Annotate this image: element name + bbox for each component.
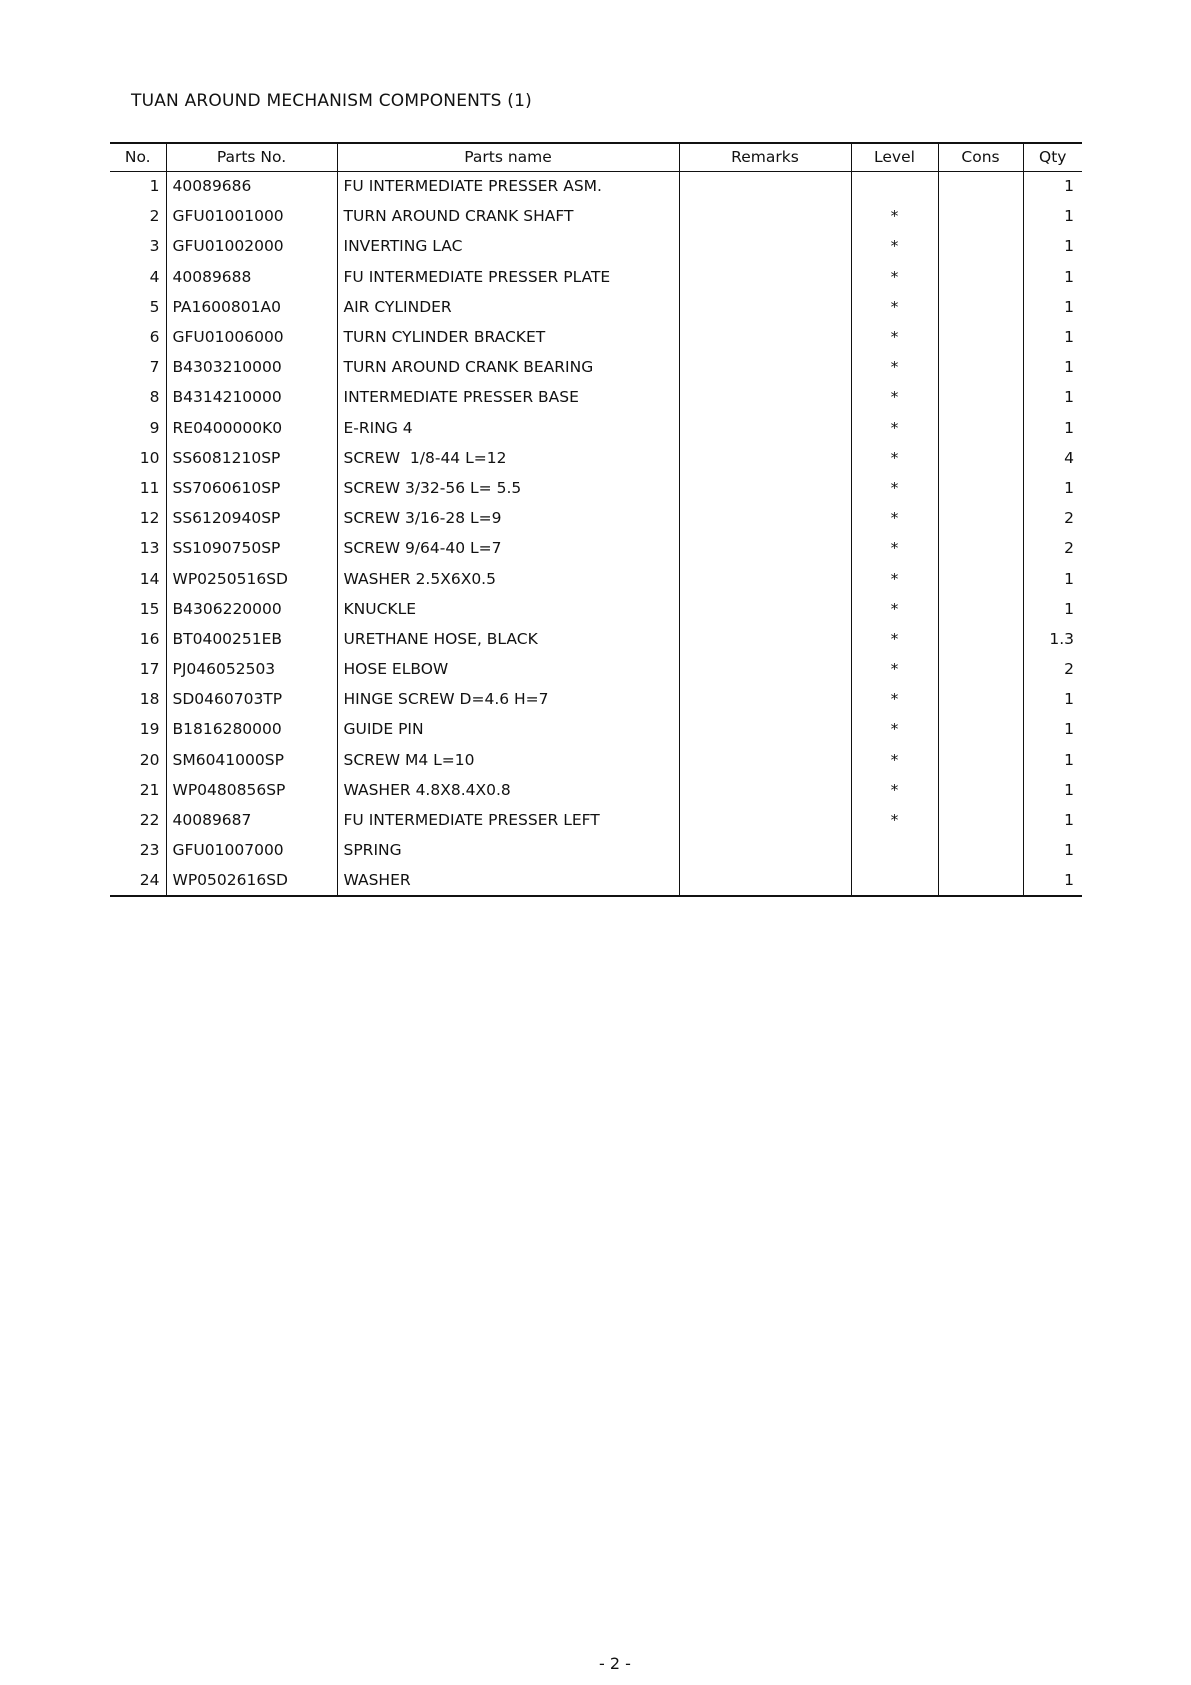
cell-qty: 1 <box>1023 473 1082 503</box>
cell-parts-no: 40089688 <box>166 262 337 292</box>
cell-parts-name: HINGE SCREW D=4.6 H=7 <box>337 684 679 714</box>
cell-parts-no: SD0460703TP <box>166 684 337 714</box>
cell-level: * <box>851 805 938 835</box>
cell-parts-no: WP0480856SP <box>166 775 337 805</box>
cell-parts-no: BT0400251EB <box>166 624 337 654</box>
cell-qty: 1 <box>1023 352 1082 382</box>
cell-parts-no: B1816280000 <box>166 714 337 744</box>
cell-qty: 2 <box>1023 533 1082 563</box>
table-row <box>110 231 1082 261</box>
table-row <box>110 443 1082 473</box>
cell-cons <box>938 201 1023 231</box>
table-row <box>110 805 1082 835</box>
table-row <box>110 594 1082 624</box>
cell-no: 1 <box>149 177 160 196</box>
cell-parts-no: SS6120940SP <box>166 503 337 533</box>
cell-remarks <box>679 594 851 624</box>
table-row <box>110 473 1082 503</box>
cell-remarks <box>679 654 851 684</box>
table-row <box>110 533 1082 563</box>
cell-level: * <box>851 322 938 352</box>
cell-level: * <box>851 473 938 503</box>
cell-no: 20 <box>139 750 160 769</box>
column-header-qty: Qty <box>1023 143 1082 171</box>
cell-no: 15 <box>139 599 160 618</box>
cell-parts-no: B4306220000 <box>166 594 337 624</box>
cell-level: * <box>851 745 938 775</box>
cell-no: 18 <box>139 690 160 709</box>
cell-no: 6 <box>149 328 160 347</box>
cell-level <box>851 865 938 895</box>
table-row <box>110 865 1082 895</box>
cell-no: 24 <box>110 865 166 895</box>
cell-no: 16 <box>139 629 160 648</box>
cell-no: 2 <box>149 207 160 226</box>
table-row <box>110 563 1082 593</box>
cell-parts-name: WASHER 4.8X8.4X0.8 <box>337 775 679 805</box>
cell-cons <box>938 624 1023 654</box>
cell-parts-no: 40089687 <box>166 805 337 835</box>
cell-cons <box>938 443 1023 473</box>
cell-remarks <box>679 563 851 593</box>
cell-cons <box>938 745 1023 775</box>
cell-parts-name: INTERMEDIATE PRESSER BASE <box>337 382 679 412</box>
cell-remarks <box>679 775 851 805</box>
cell-parts-no: 40089686 <box>166 171 337 201</box>
cell-level: * <box>851 292 938 322</box>
cell-remarks <box>679 322 851 352</box>
cell-remarks <box>679 201 851 231</box>
cell-parts-no: GFU01002000 <box>166 231 337 261</box>
cell-cons <box>938 292 1023 322</box>
cell-cons <box>938 684 1023 714</box>
cell-parts-no: GFU01001000 <box>166 201 337 231</box>
cell-parts-no: RE0400000K0 <box>166 413 337 443</box>
cell-remarks <box>679 413 851 443</box>
cell-remarks <box>679 745 851 775</box>
cell-no: 3 <box>149 237 160 256</box>
cell-parts-no: PJ046052503 <box>166 654 337 684</box>
cell-cons <box>938 352 1023 382</box>
cell-qty: 2 <box>1023 654 1082 684</box>
cell-no: 23 <box>139 841 160 860</box>
cell-cons <box>938 382 1023 412</box>
cell-qty: 1 <box>1023 231 1082 261</box>
cell-parts-name: TURN AROUND CRANK SHAFT <box>337 201 679 231</box>
cell-parts-name: TURN AROUND CRANK BEARING <box>337 352 679 382</box>
cell-level: * <box>851 714 938 744</box>
cell-parts-name: URETHANE HOSE, BLACK <box>337 624 679 654</box>
cell-level <box>851 835 938 865</box>
column-header-remarks: Remarks <box>679 143 851 171</box>
cell-level: * <box>851 201 938 231</box>
cell-parts-no: GFU01007000 <box>166 835 337 865</box>
cell-parts-name: SCREW 9/64-40 L=7 <box>337 533 679 563</box>
cell-parts-no: WP0250516SD <box>166 563 337 593</box>
cell-qty: 1 <box>1023 171 1082 201</box>
cell-remarks <box>679 865 851 895</box>
cell-no: 10 <box>139 448 160 467</box>
cell-level: * <box>851 624 938 654</box>
column-header-parts-no: Parts No. <box>166 143 337 171</box>
cell-level: * <box>851 231 938 261</box>
cell-parts-no: SS6081210SP <box>166 443 337 473</box>
cell-qty: 1 <box>1023 684 1082 714</box>
cell-remarks <box>679 533 851 563</box>
cell-no: 21 <box>139 780 160 799</box>
cell-qty: 1 <box>1023 201 1082 231</box>
document-title: TUAN AROUND MECHANISM COMPONENTS (1) <box>131 91 532 111</box>
cell-parts-name: GUIDE PIN <box>337 714 679 744</box>
column-header-parts-name: Parts name <box>337 143 679 171</box>
cell-qty: 2 <box>1023 503 1082 533</box>
cell-no: 17 <box>139 660 160 679</box>
table-row <box>110 624 1082 654</box>
cell-parts-no: WP0502616SD <box>166 865 337 895</box>
column-header-no: No. <box>110 143 166 171</box>
table-row <box>110 382 1082 412</box>
cell-qty: 1.3 <box>1023 624 1082 654</box>
cell-qty: 1 <box>1023 745 1082 775</box>
cell-parts-name: AIR CYLINDER <box>337 292 679 322</box>
cell-parts-no: SS1090750SP <box>166 533 337 563</box>
cell-no: 9 <box>149 418 160 437</box>
cell-remarks <box>679 262 851 292</box>
cell-parts-name: FU INTERMEDIATE PRESSER LEFT <box>337 805 679 835</box>
cell-qty: 1 <box>1023 805 1082 835</box>
table-row <box>110 171 1082 201</box>
cell-parts-name: FU INTERMEDIATE PRESSER PLATE <box>337 262 679 292</box>
cell-parts-name: FU INTERMEDIATE PRESSER ASM. <box>337 171 679 201</box>
cell-level: * <box>851 594 938 624</box>
cell-no: 13 <box>139 539 160 558</box>
cell-qty: 1 <box>1023 292 1082 322</box>
cell-qty: 1 <box>1023 322 1082 352</box>
table-row <box>110 503 1082 533</box>
table-row <box>110 654 1082 684</box>
table-row <box>110 775 1082 805</box>
cell-remarks <box>679 443 851 473</box>
cell-cons <box>938 594 1023 624</box>
cell-no: 5 <box>149 297 160 316</box>
cell-cons <box>938 473 1023 503</box>
cell-parts-name: INVERTING LAC <box>337 231 679 261</box>
cell-qty: 1 <box>1023 563 1082 593</box>
cell-cons <box>938 654 1023 684</box>
cell-cons <box>938 231 1023 261</box>
cell-no: 22 <box>139 811 160 830</box>
cell-parts-name: SCREW 3/32-56 L= 5.5 <box>337 473 679 503</box>
cell-level <box>851 171 938 201</box>
header-row <box>110 143 1082 171</box>
cell-cons <box>938 533 1023 563</box>
table-body <box>110 171 1082 896</box>
cell-cons <box>938 503 1023 533</box>
table-row <box>110 835 1082 865</box>
table-row <box>110 292 1082 322</box>
cell-cons <box>938 835 1023 865</box>
cell-level: * <box>851 684 938 714</box>
cell-qty: 1 <box>1023 413 1082 443</box>
cell-level: * <box>851 382 938 412</box>
cell-parts-name: E-RING 4 <box>337 413 679 443</box>
table-header <box>110 143 1082 171</box>
cell-no: 11 <box>139 478 160 497</box>
cell-no: 19 <box>139 720 160 739</box>
cell-parts-no: SS7060610SP <box>166 473 337 503</box>
cell-cons <box>938 322 1023 352</box>
cell-level: * <box>851 654 938 684</box>
cell-qty: 1 <box>1023 835 1082 865</box>
cell-parts-no: GFU01006000 <box>166 322 337 352</box>
cell-parts-name: SCREW M4 L=10 <box>337 745 679 775</box>
cell-level: * <box>851 443 938 473</box>
cell-qty: 1 <box>1023 714 1082 744</box>
cell-no: 4 <box>149 267 160 286</box>
cell-remarks <box>679 292 851 322</box>
table-row <box>110 352 1082 382</box>
cell-remarks <box>679 473 851 503</box>
cell-remarks <box>679 352 851 382</box>
page-number: - 2 - <box>599 1654 631 1673</box>
cell-parts-name: WASHER 2.5X6X0.5 <box>337 563 679 593</box>
cell-qty: 4 <box>1023 443 1082 473</box>
cell-cons <box>938 563 1023 593</box>
cell-remarks <box>679 503 851 533</box>
cell-level: * <box>851 262 938 292</box>
cell-remarks <box>679 382 851 412</box>
cell-qty: 1 <box>1023 262 1082 292</box>
cell-cons <box>938 775 1023 805</box>
cell-no: 14 <box>139 569 160 588</box>
cell-cons <box>938 262 1023 292</box>
cell-cons <box>938 413 1023 443</box>
cell-remarks <box>679 231 851 261</box>
cell-cons <box>938 171 1023 201</box>
cell-remarks <box>679 714 851 744</box>
cell-parts-name: WASHER <box>337 865 679 895</box>
cell-qty: 1 <box>1023 382 1082 412</box>
cell-level: * <box>851 503 938 533</box>
cell-remarks <box>679 805 851 835</box>
cell-parts-no: B4314210000 <box>166 382 337 412</box>
cell-parts-name: SPRING <box>337 835 679 865</box>
cell-remarks <box>679 684 851 714</box>
cell-parts-name: KNUCKLE <box>337 594 679 624</box>
cell-no: 7 <box>149 358 160 377</box>
parts-table <box>110 142 1082 897</box>
cell-level: * <box>851 413 938 443</box>
cell-level: * <box>851 533 938 563</box>
cell-cons <box>938 714 1023 744</box>
cell-remarks <box>679 835 851 865</box>
cell-cons <box>938 805 1023 835</box>
cell-parts-name: SCREW 1/8-44 L=12 <box>337 443 679 473</box>
table-row <box>110 684 1082 714</box>
table-row <box>110 262 1082 292</box>
column-header-level: Level <box>851 143 938 171</box>
cell-parts-name: TURN CYLINDER BRACKET <box>337 322 679 352</box>
table-row <box>110 322 1082 352</box>
table-row <box>110 745 1082 775</box>
cell-parts-name: SCREW 3/16-28 L=9 <box>337 503 679 533</box>
cell-remarks <box>679 624 851 654</box>
cell-remarks <box>679 171 851 201</box>
cell-parts-name: HOSE ELBOW <box>337 654 679 684</box>
table-row <box>110 413 1082 443</box>
cell-qty: 1 <box>1023 865 1082 895</box>
cell-level: * <box>851 352 938 382</box>
cell-level: * <box>851 775 938 805</box>
table-row <box>110 714 1082 744</box>
cell-parts-no: B4303210000 <box>166 352 337 382</box>
table-row <box>110 201 1082 231</box>
cell-parts-no: SM6041000SP <box>166 745 337 775</box>
cell-parts-no: PA1600801A0 <box>166 292 337 322</box>
column-header-cons: Cons <box>938 143 1023 171</box>
cell-level: * <box>851 563 938 593</box>
cell-qty: 1 <box>1023 775 1082 805</box>
cell-qty: 1 <box>1023 594 1082 624</box>
cell-no: 8 <box>149 388 160 407</box>
cell-no: 12 <box>139 509 160 528</box>
cell-cons <box>938 865 1023 895</box>
